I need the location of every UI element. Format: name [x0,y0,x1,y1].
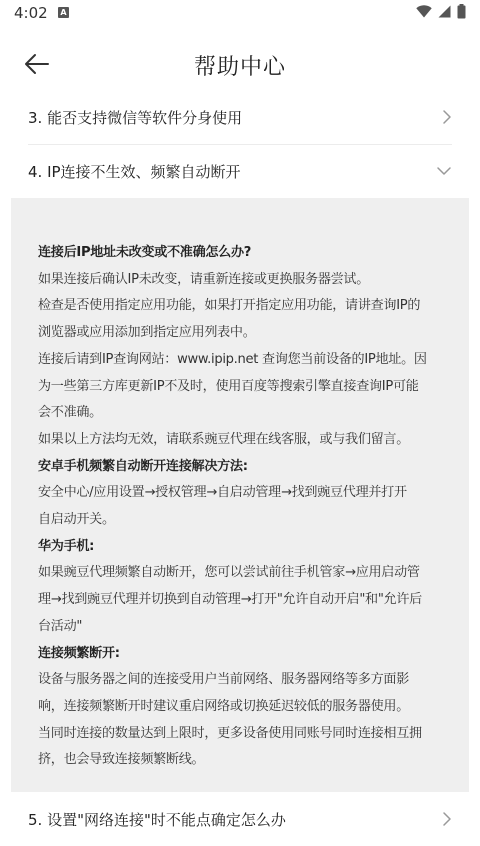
answer-text: 挤，也会导致连接频繁断线。 [38,752,205,768]
answer-text: 检查是否使用指定应用功能，如果打开指定应用功能，请讲查询IP的 [38,298,421,314]
answer-text: 台活动" [38,618,83,634]
cellular-signal-icon [438,5,451,18]
status-bar [0,0,480,28]
faq-item-4[interactable] [28,144,452,198]
faq-item-3[interactable] [28,90,452,144]
status-time: 4:02 [14,4,48,22]
answer-heading: 连接后IP地址未改变或不准确怎么办? [38,245,252,260]
app-header [0,38,480,90]
answer-text: 安全中心/应用设置→授权管理→自启动管理→找到豌豆代理并打开 [38,485,407,501]
faq-item-5-label: 5. 设置"网络连接"时不能点确定怎么办 [28,810,286,829]
chevron-right-icon [442,109,452,125]
answer-text: 连接后请到IP查询网站：www.ipip.net 查询您当前设备的IP地址。因 [38,351,427,367]
answer-text: 自启动开关。 [38,512,115,528]
answer-heading: 连接频繁断开: [38,645,120,661]
answer-text: 会不准确。 [38,405,102,421]
chevron-right-icon [442,811,452,827]
answer-text: 设备与服务器之间的连接受用户当前网络、服务器网络等多方面影 [38,672,410,688]
notification-icon: A [58,7,69,18]
wifi-icon [416,5,432,18]
answer-text: 如果以上方法均无效，请联系豌豆代理在线客服，或与我们留言。 [38,431,410,447]
answer-text: 当同时连接的数量达到上限时，更多设备使用同账号同时连接相互拥 [38,725,422,741]
answer-text: 理→找到豌豆代理并切换到自动管理→打开"允许自动开启"和"允许后 [38,592,422,608]
faq-item-4-label: 4. IP连接不生效、频繁自动断开 [28,162,241,181]
page-title: 帮助中心 [193,55,286,80]
answer-text: 为一些第三方库更新IP不及时，使用百度等搜索引擎直接查询IP可能 [38,378,419,394]
status-icons [416,4,466,19]
faq-item-3-label: 3. 能否支持微信等软件分身使用 [28,108,243,127]
faq-item-5[interactable] [28,792,452,846]
faq-item-4-answer [11,198,469,792]
chevron-down-icon [436,166,452,176]
answer-text: 如果连接后确认IP未改变，请重新连接或更换服务器尝试。 [38,271,370,287]
battery-icon [457,4,466,19]
answer-text: 如果豌豆代理频繁自动断开，您可以尝试前往手机管家→应用启动管 [38,565,420,581]
answer-text: 响，连接频繁断开时建议重启网络或切换延迟较低的服务器使用。 [38,698,410,714]
answer-heading: 华为手机: [38,538,95,554]
answer-text: 浏览器或应用添加到指定应用列表中。 [38,325,256,341]
answer-heading: 安卓手机频繁自动断开连接解决方法: [38,458,248,474]
